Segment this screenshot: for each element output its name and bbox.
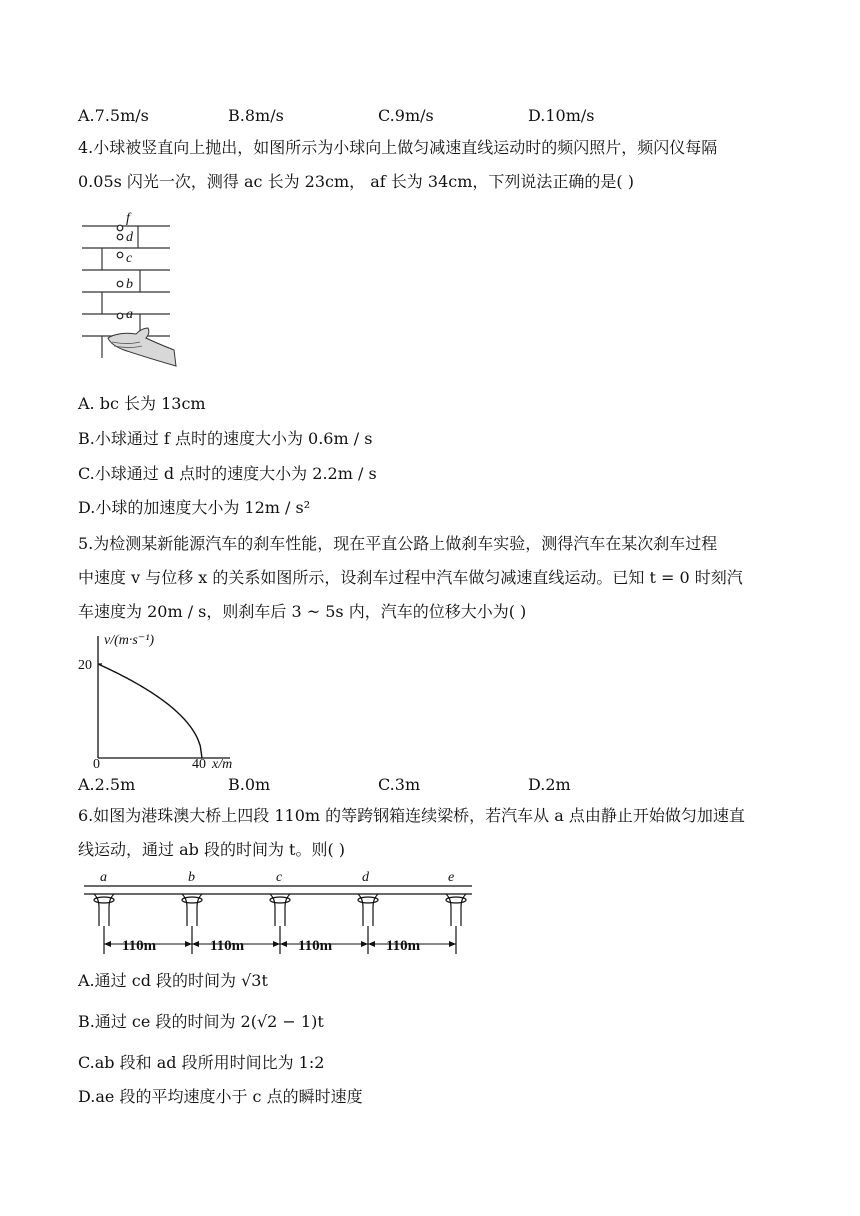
ball-f [117,225,123,231]
ball-a [117,313,123,319]
dimension-arrow [449,941,456,947]
q6-option-d[interactable]: D.ae 段的平均速度小于 c 点的瞬时速度 [78,1087,363,1106]
q5-option-d[interactable]: D.2m [528,775,571,794]
v-x-curve [98,664,202,758]
x-tick-label-40: 40 [192,757,206,772]
dimension-arrow [192,941,199,947]
hand-icon [108,328,176,366]
dimension-arrow [273,941,280,947]
v-x-chart [78,630,278,770]
q6-option-a[interactable]: A.通过 cd 段的时间为 √3t [78,971,268,990]
label-f: f [126,211,130,226]
q4-option-d[interactable]: D.小球的加速度大小为 12m / s² [78,498,311,517]
q4-stem-line2: 0.05s 闪光一次，测得 ac 长为 23cm， af 长为 34cm，下列说法正确的是( ) [78,172,634,191]
span-label-bc: 110m [210,938,245,954]
q6-option-b[interactable]: B.通过 ce 段的时间为 2(√2 − 1)t [78,1012,324,1031]
q5-stem-line1: 5.为检测某新能源汽车的刹车性能，现在平直公路上做刹车实验，测得汽车在某次刹车过程 [78,534,718,553]
q5-option-b[interactable]: B.0m [228,775,271,794]
q6-option-c[interactable]: C.ab 段和 ad 段所用时间比为 1:2 [78,1053,325,1072]
origin-label: 0 [93,757,100,772]
q5-stem-line2: 中速度 v 与位移 x 的关系如图所示，设刹车过程中汽车做匀减速直线运动。已知 t = 0 时刻汽 [78,568,743,587]
q3-option-a[interactable]: A.7.5m/s [78,106,149,125]
dimension-arrow [361,941,368,947]
point-label-e: e [448,870,455,885]
ball-b [117,281,123,287]
q5-option-a[interactable]: A.2.5m [78,775,136,794]
q4-option-a[interactable]: A. bc 长为 13cm [78,394,206,413]
bridge-figure [78,868,478,964]
q6-stem-line2: 线运动，通过 ab 段的时间为 t。则( ) [78,840,346,859]
q5-stem-line3: 车速度为 20m / s，则刹车后 3 ~ 5s 内，汽车的位移大小为( ) [78,602,527,621]
dimension-arrow [185,941,192,947]
q3-option-d[interactable]: D.10m/s [528,106,595,125]
point-label-a: a [100,870,107,885]
label-b: b [126,277,133,292]
q4-stem-line1: 4.小球被竖直向上抛出，如图所示为小球向上做匀减速直线运动时的频闪照片，频闪仪每隔 [78,138,718,157]
point-label-c: c [276,870,283,885]
q3-option-c[interactable]: C.9m/s [378,106,434,125]
ball-d [117,234,123,240]
span-label-ab: 110m [122,938,157,954]
dimension-arrow [104,941,111,947]
dimension-arrow [280,941,287,947]
q3-option-b[interactable]: B.8m/s [228,106,284,125]
label-a: a [126,307,133,322]
q6-stem-line1: 6.如图为港珠澳大桥上四段 110m 的等跨钢箱连续梁桥，若汽车从 a 点由静止开始做匀加速直 [78,806,745,825]
point-label-b: b [188,870,195,885]
dimension-arrow [368,941,375,947]
q4-stroboscopic-figure [78,210,178,370]
label-c: c [126,251,133,266]
y-tick-label-20: 20 [78,658,92,673]
span-label-de: 110m [386,938,421,954]
y-axis-label: v/(m·s⁻¹) [104,633,155,648]
ball-c [117,252,123,258]
point-label-d: d [362,870,369,885]
q5-option-c[interactable]: C.3m [378,775,421,794]
q4-option-c[interactable]: C.小球通过 d 点时的速度大小为 2.2m / s [78,464,377,483]
span-label-cd: 110m [298,938,333,954]
x-axis-label: x/m [212,757,233,772]
label-d: d [126,230,133,245]
q4-option-b[interactable]: B.小球通过 f 点时的速度大小为 0.6m / s [78,429,373,448]
